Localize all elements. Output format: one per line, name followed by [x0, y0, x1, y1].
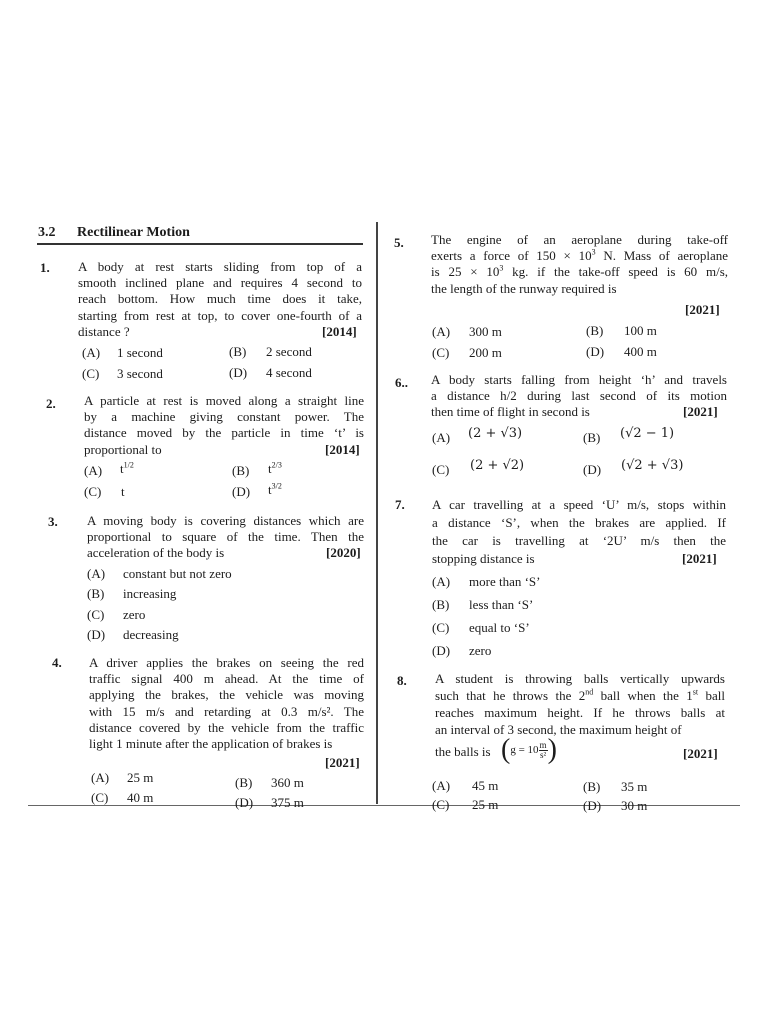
question-number: 2.: [46, 396, 56, 411]
option-c-math: t: [121, 484, 125, 499]
option-c: (C): [432, 620, 450, 635]
section-rule: [37, 243, 363, 245]
option-d-text: 30 m: [621, 798, 648, 813]
text-line: A driver applies the brakes on seeing the red: [89, 655, 364, 670]
text-line: A body at rest starts sliding from top of a: [78, 259, 362, 274]
option-c: (C): [432, 345, 450, 360]
question-number: 6..: [395, 375, 408, 390]
exam-year: [2021]: [682, 551, 717, 566]
question-number: 4.: [52, 655, 62, 670]
question-number: 8.: [397, 673, 407, 688]
text-line: A body starts falling from height ‘h’ and travels: [431, 372, 727, 387]
gravity-expression: (g = 10 $\frac{m}{\text{s²}}$ ): [501, 734, 557, 765]
text-line: A moving body is covering distances which are: [87, 513, 364, 528]
text-line: smooth inclined plane and requires 4 second to: [78, 275, 362, 291]
text-line: is $25 \times 10^3$ kg. if the take-off speed is 60 m/s,: [431, 264, 728, 280]
text-line: such that he throws the 2nd ball when the 1st ball: [435, 687, 725, 703]
text-line: traffic signal 400 m ahead. At the time of: [89, 671, 364, 687]
question-text: [84, 393, 364, 458]
exam-year: [2021]: [683, 746, 718, 761]
option-c-text: 40 m: [127, 790, 154, 805]
question-number: 1.: [40, 260, 50, 275]
option-d-text: 400 m: [624, 344, 657, 359]
option-c-text: equal to ‘S’: [469, 620, 530, 635]
text-line: exerts a force of $150 \times 10^3$ N. Mass of aeroplane: [431, 247, 729, 264]
option-a-text: 45 m: [472, 778, 499, 793]
option-d: (D): [432, 643, 451, 658]
option-d: (D): [235, 795, 254, 810]
option-a-math: $t^{1/2}$: [120, 460, 134, 476]
option-b-text: 100 m: [624, 323, 657, 338]
option-b-math: (√2 − 1): [620, 426, 675, 441]
question-number: 5.: [394, 235, 404, 250]
option-b: (B): [583, 779, 601, 794]
option-d-text: 375 m: [271, 795, 304, 810]
option-a-text: 1 second: [117, 345, 163, 360]
text-line: a distance ‘S’, when the brakes are applied. If: [432, 515, 726, 530]
exam-year: [2020]: [326, 545, 361, 560]
option-d: (D): [229, 365, 248, 380]
text-line: distance ?: [78, 323, 130, 339]
text-line: proportional to: [84, 441, 162, 457]
text-line: reaches maximum height. If he throws balls at: [435, 705, 725, 720]
option-a-text: 25 m: [127, 770, 154, 785]
text-line: the length of the runway required is: [431, 280, 617, 296]
text-line: the car is travelling at ‘2U’ m/s then the: [432, 533, 726, 548]
option-c: (C): [432, 797, 450, 812]
option-a: (A): [432, 574, 451, 589]
exam-year: [2021]: [685, 302, 720, 317]
text-line: applying the brakes, the vehicle was moving: [89, 687, 364, 703]
option-a-math: (2 + √3): [468, 426, 523, 441]
text-line: with 15 m/s and retarding at 0.3 m/s². The: [89, 703, 364, 719]
option-c-text: 25 m: [472, 797, 499, 812]
option-b-text: 35 m: [621, 779, 648, 794]
exam-year: [2014]: [325, 442, 360, 457]
text-line: A student is throwing balls vertically upwards: [435, 671, 725, 686]
option-d: (D): [232, 484, 251, 499]
option-c: (C): [87, 607, 105, 622]
text-line: light 1 minute after the application of brakes is: [89, 735, 333, 751]
option-c-math: (2 + √2): [470, 458, 525, 473]
text-line: A particle at rest is moved along a straight line: [84, 393, 364, 408]
option-c-text: 200 m: [469, 345, 502, 360]
option-b-math: $t^{2/3}$: [268, 460, 282, 476]
option-b: (B): [432, 597, 450, 612]
option-b-text: 360 m: [271, 775, 304, 790]
option-a: (A): [84, 463, 103, 478]
exam-year: [2014]: [322, 324, 357, 339]
exam-year: [2021]: [683, 404, 718, 419]
option-d: (D): [87, 627, 106, 642]
section-number: 3.2: [38, 225, 56, 240]
option-a: (A): [432, 324, 451, 339]
question-number: 3.: [48, 514, 58, 529]
question-text: [87, 513, 364, 562]
option-c: (C): [91, 790, 109, 805]
option-b: (B): [235, 775, 253, 790]
option-a-text: 300 m: [469, 324, 502, 339]
text-line: acceleration of the body is: [87, 545, 225, 561]
option-d-text: 4 second: [266, 365, 312, 380]
section-title: Rectilinear Motion: [77, 225, 190, 240]
text-line: a distance h/2 during last second of its motion: [431, 388, 727, 404]
text-line: distance moved by the particle in time ‘t’ is: [84, 425, 364, 441]
option-b: (B): [583, 430, 601, 445]
question-text: [431, 232, 728, 297]
option-c-text: 3 second: [117, 366, 163, 381]
option-b: (B): [87, 586, 105, 601]
option-d-math: (√2 + √3): [621, 458, 684, 473]
text-line: proportional to square of the time. Then the: [87, 529, 364, 545]
option-a-text: more than ‘S’: [469, 574, 541, 589]
text-line: then time of flight in second is: [431, 404, 590, 420]
option-a-text: constant but not zero: [123, 566, 232, 581]
question-number: 7.: [395, 497, 405, 512]
option-d-text: zero: [469, 643, 492, 658]
option-c: (C): [432, 462, 450, 477]
option-a: (A): [432, 778, 451, 793]
option-b: (B): [229, 344, 247, 359]
option-b-text: increasing: [123, 586, 177, 601]
text-line: The engine of an aeroplane during take-off: [431, 232, 728, 247]
option-c: (C): [84, 484, 102, 499]
gravity-units-fraction: $\frac{m}{\text{s²}}$: [539, 739, 547, 760]
question-text: [78, 259, 362, 340]
text-line-tail: the balls is: [435, 744, 491, 759]
option-d: (D): [583, 798, 602, 813]
option-d: (D): [583, 462, 602, 477]
text-line: an interval of 3 second, the maximum height of: [435, 722, 682, 737]
text-line: A car travelling at a speed ‘U’ m/s, stops within: [432, 497, 726, 512]
question-text: [89, 655, 364, 752]
question-text: [435, 670, 725, 738]
text-line: by a machine giving constant power. The: [84, 409, 364, 425]
text-line: stopping distance is: [432, 551, 535, 566]
option-a: (A): [82, 345, 101, 360]
option-a: (A): [432, 430, 451, 445]
option-d: (D): [586, 344, 605, 359]
text-line: distance covered by the vehicle from the traffic: [89, 719, 364, 735]
text-line: reach bottom. How much time does it take,: [78, 291, 362, 307]
option-b-text: 2 second: [266, 344, 312, 359]
text-line: starting from rest at top, to cover one-fourth of a: [78, 307, 362, 323]
option-a: (A): [91, 770, 110, 785]
option-c-text: zero: [123, 607, 146, 622]
option-a: (A): [87, 566, 106, 581]
option-b: (B): [232, 463, 250, 478]
option-b-text: less than ‘S’: [469, 597, 534, 612]
exam-year: [2021]: [325, 755, 360, 770]
option-d-text: decreasing: [123, 627, 179, 642]
option-c: (C): [82, 366, 100, 381]
column-divider: [376, 222, 378, 804]
option-d-math: $t^{3/2}$: [268, 481, 282, 497]
option-b: (B): [586, 323, 604, 338]
